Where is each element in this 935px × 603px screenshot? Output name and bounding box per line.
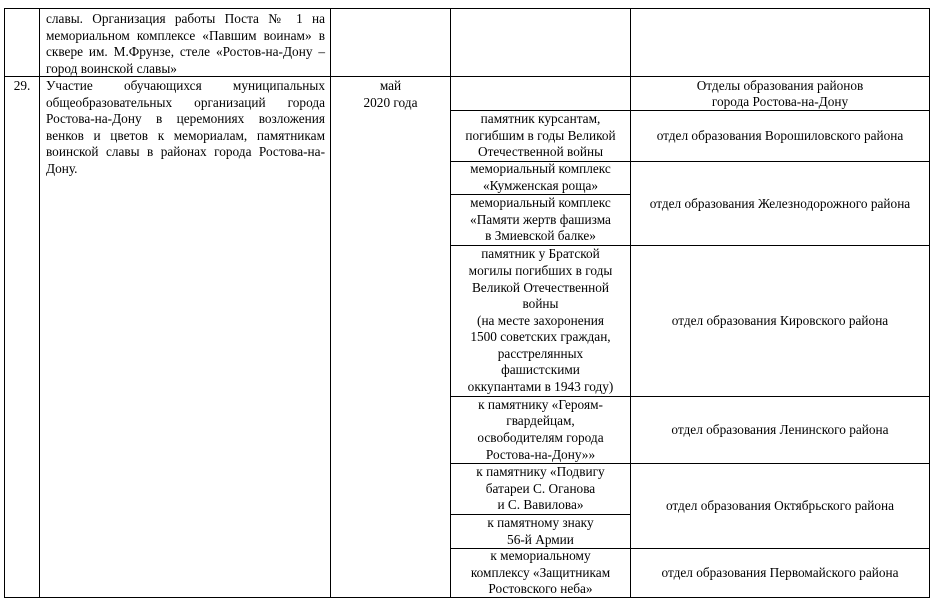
department-cell: отдел образования Кировского района xyxy=(630,245,930,397)
row29-date-cell xyxy=(330,76,451,598)
cont-location-cell xyxy=(450,8,631,77)
row29-date: май 2020 года xyxy=(363,78,418,110)
row29-description-cell xyxy=(39,76,331,598)
location-cell: мемориальный комплекс «Памяти жертв фашизма в Змиевской балке» xyxy=(450,194,631,246)
department-cell: отдел образования Ленинского района xyxy=(630,396,930,464)
location-cell: к памятнику «Героям- гвардейцам, освободителям города Ростова-на-Дону»» xyxy=(450,396,631,464)
cont-responsible-cell xyxy=(630,8,930,77)
row29-number-cell xyxy=(4,76,40,598)
department-cell: отдел образования Октябрьского района xyxy=(630,463,930,549)
row29-number: 29. xyxy=(13,78,31,93)
location-cell: памятник у Братской могилы погибших в годы Великой Отечественной войны (на месте захоронения 1500 советских граждан, расстрелянных фашистскими оккупантами в 1943 году) xyxy=(450,245,631,397)
location-cell: памятник курсантам, погибшим в годы Великой Отечественной войны xyxy=(450,110,631,162)
cont-description-text: славы. Организация работы Поста № 1 на мемориальном комплексе «Павшим воинам» в сквере им. М.Фрунзе, стеле «Ростов-на-Дону – город воинской славы» xyxy=(46,11,325,76)
location-header-cell xyxy=(450,76,631,111)
location-cell: к памятнику «Подвигу батареи С. Оганова и С. Вавилова» xyxy=(450,463,631,515)
department-cell: отдел образования Железнодорожного района xyxy=(630,161,930,246)
department-cell: отдел образования Ворошиловского района xyxy=(630,110,930,162)
cont-description-cell xyxy=(39,8,331,77)
cont-date-cell xyxy=(330,8,451,77)
location-cell: мемориальный комплекс «Кумженская роща» xyxy=(450,161,631,195)
department-cell: отдел образования Первомайского района xyxy=(630,548,930,598)
row29-description: Участие обучающихся муниципальных общеобразовательных организаций города Ростова-на-Дону в церемониях возложения венков и цветов к мемориалам, памятникам воинской славы в районах города Ростова-на-Дону. xyxy=(46,78,325,176)
cont-number-cell xyxy=(4,8,40,77)
location-cell: к мемориальному комплексу «Защитникам Ростовского неба» xyxy=(450,548,631,598)
location-cell: к памятному знаку 56-й Армии xyxy=(450,514,631,549)
responsible-header-cell: Отделы образования районов города Ростова-на-Дону xyxy=(630,76,930,111)
